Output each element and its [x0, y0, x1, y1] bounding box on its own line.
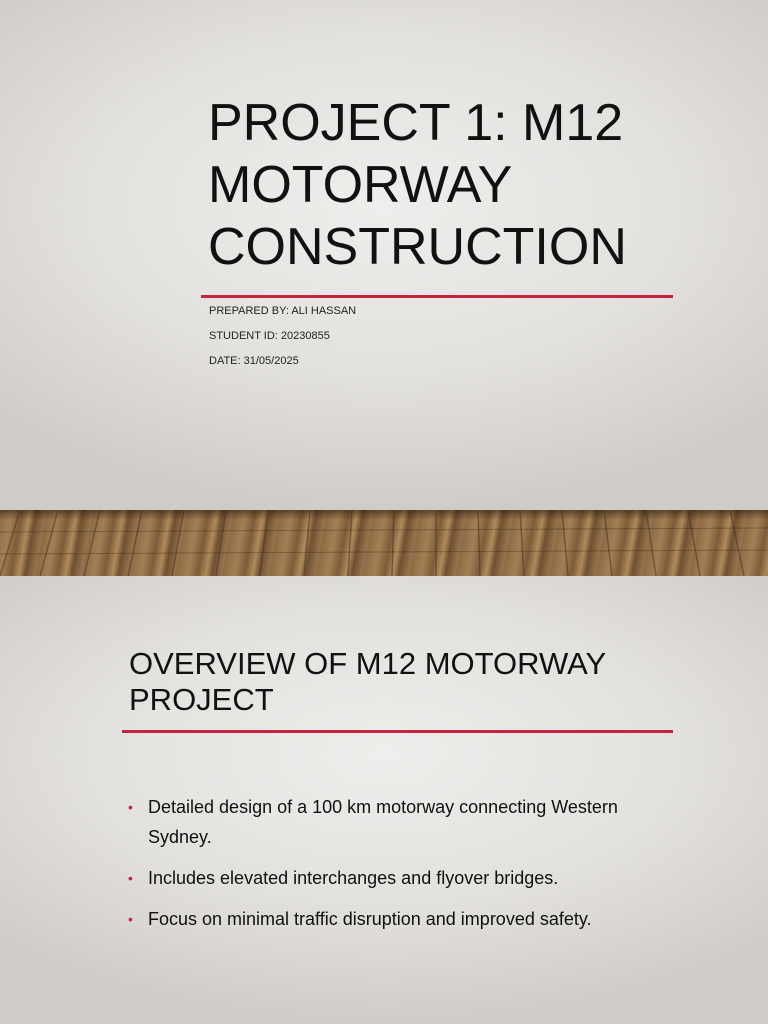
slide-title-line: CONSTRUCTION	[208, 218, 627, 276]
slide-title-line: MOTORWAY	[208, 156, 513, 214]
overview-title-line: OVERVIEW OF M12 MOTORWAY	[129, 646, 607, 681]
bullet-item	[128, 863, 688, 893]
overview-underline	[122, 730, 673, 733]
bullet-item	[128, 792, 688, 852]
bullet-item	[128, 904, 688, 934]
bullet-icon: •	[128, 799, 133, 815]
overview-slide	[0, 576, 768, 1024]
overview-title-line: PROJECT	[129, 682, 274, 717]
bullet-icon: •	[128, 870, 133, 886]
prepared-by-text: PREPARED BY: ALI HASSAN	[209, 305, 357, 317]
bullet-text-line: Includes elevated interchanges and flyover bridges.	[148, 868, 559, 888]
bullet-text-line: Sydney.	[148, 827, 212, 847]
floor-plank-lines	[0, 510, 768, 576]
overview-title	[129, 646, 689, 718]
bullet-list	[128, 792, 688, 945]
student-id-text: STUDENT ID: 20230855	[209, 330, 330, 342]
bullet-icon: •	[128, 911, 133, 927]
slide-title	[208, 92, 678, 278]
bullet-text-line: Focus on minimal traffic disruption and improved safety.	[148, 909, 592, 929]
bullet-text-line: Detailed design of a 100 km motorway connecting Western	[148, 797, 618, 817]
date-text: DATE: 31/05/2025	[209, 355, 299, 367]
title-underline	[201, 295, 673, 298]
slide-title-line: PROJECT 1: M12	[208, 94, 624, 152]
